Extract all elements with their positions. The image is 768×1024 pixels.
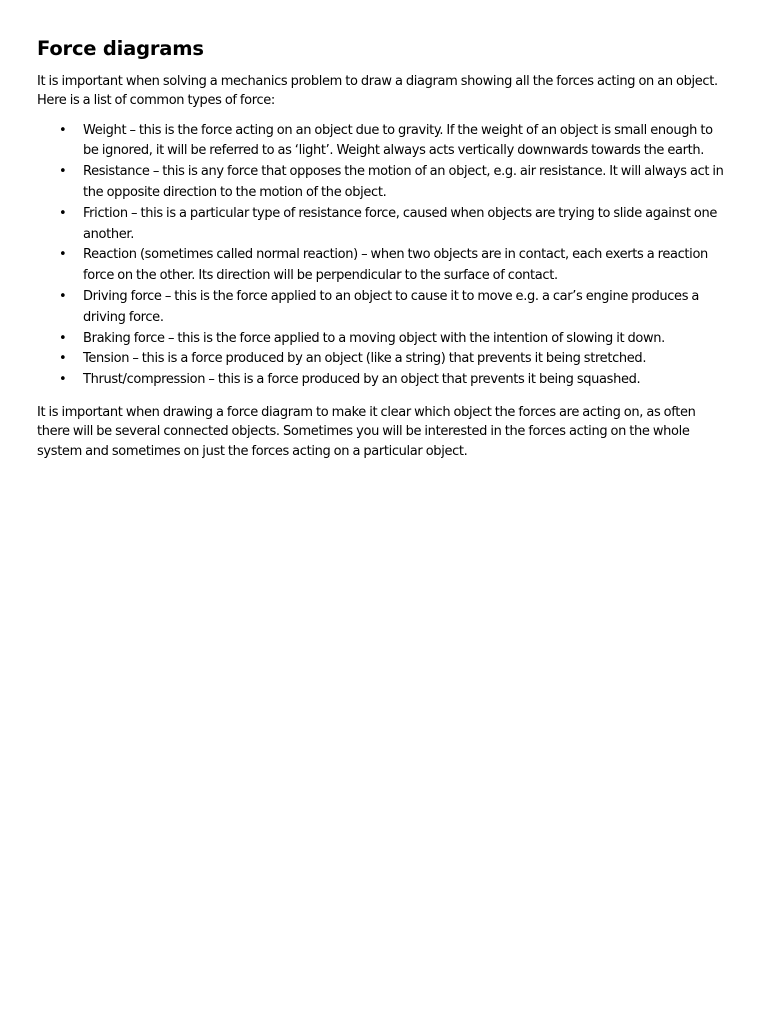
list-item-thrust-compression (37, 370, 730, 391)
intro-paragraph: It is important when solving a mechanics problem to draw a diagram showing all the forces acting on an object. Here is a list of common types of force: (37, 74, 718, 109)
bullet-icon: • (59, 330, 67, 346)
list-item-driving-force (37, 287, 730, 329)
bullet-icon: • (59, 205, 67, 221)
bullet-icon: • (59, 372, 67, 388)
list-item-weight (37, 121, 730, 163)
list-item-text: Thrust/compression – this is a force produced by an object that prevents it being squashed. (83, 372, 641, 388)
list-item-text: Resistance – this is any force that opposes the motion of an object, e.g. air resistance. It will always act in the opposite direction to the motion of the object. (83, 164, 724, 200)
bullet-icon: • (59, 164, 67, 180)
list-item-reaction (37, 245, 730, 287)
bullet-icon: • (59, 351, 67, 367)
list-item-text: Reaction (sometimes called normal reaction) – when two objects are in contact, each exerts a reaction force on the other. Its direction will be perpendicular to the surface of contact. (83, 247, 708, 284)
force-types-list (37, 121, 730, 391)
bullet-icon: • (59, 288, 67, 304)
page-title: Force diagrams (37, 37, 204, 60)
bullet-icon: • (59, 122, 67, 138)
list-item-friction (37, 204, 730, 246)
list-item-braking-force (37, 329, 730, 350)
list-item-resistance (37, 162, 730, 204)
list-item-text: Braking force – this is the force applied to a moving object with the intention of slowing it down. (83, 330, 665, 346)
list-item-text: Weight – this is the force acting on an object due to gravity. If the weight of an object is small enough to be ignored, it will be referred to as ‘light’. Weight always acts vertically downwards towards the earth. (83, 122, 713, 159)
bullet-icon: • (59, 247, 67, 263)
list-item-text: Tension – this is a force produced by an object (like a string) that prevents it being stretched. (83, 351, 647, 367)
list-item-tension (37, 349, 730, 370)
closing-paragraph: It is important when drawing a force diagram to make it clear which object the forces are acting on, as often there will be several connected objects. Sometimes you will be interested in the forces acting on the whole system and sometimes on just the forces acting on a particular object. (37, 404, 696, 459)
list-item-text: Friction – this is a particular type of resistance force, caused when objects are trying to slide against one another. (83, 205, 717, 242)
list-item-text: Driving force – this is the force applied to an object to cause it to move e.g. a car’s engine produces a driving force. (83, 288, 700, 325)
